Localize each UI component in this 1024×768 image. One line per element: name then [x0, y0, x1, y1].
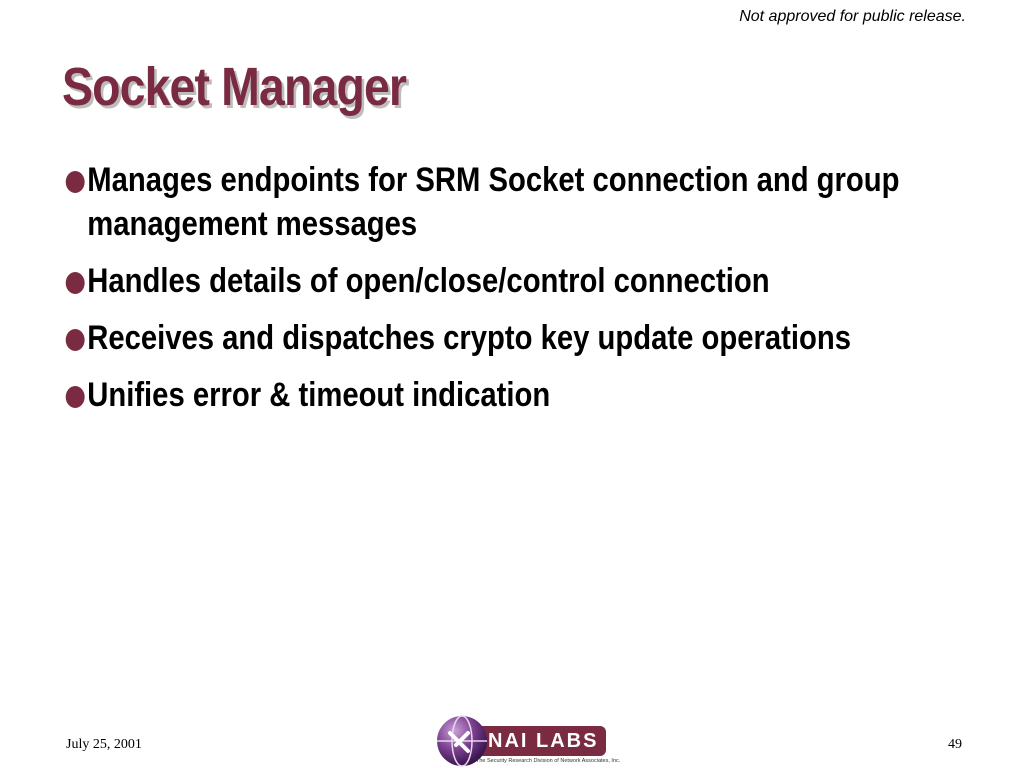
bullet-item [64, 158, 976, 246]
bullet-list [64, 158, 984, 430]
logo-wordmark: NAI LABS [488, 730, 599, 752]
bullet-icon [66, 386, 85, 408]
bullet-text: Unifies error & timeout indication [87, 376, 551, 414]
bullet-icon [66, 329, 85, 351]
bullet-icon [66, 272, 85, 294]
slide-title: Socket Manager [62, 57, 407, 117]
bullet-item [64, 259, 976, 303]
bullet-item [64, 316, 976, 360]
bullet-text: Receives and dispatches crypto key update operations [87, 319, 851, 357]
page-number: 49 [948, 737, 962, 752]
footer-date: July 25, 2001 [66, 737, 142, 752]
logo-tagline: The Security Research Division of Network Associates, Inc. [476, 758, 621, 764]
bullet-text: Manages endpoints for SRM Socket connection and group management messages [87, 161, 900, 243]
bullet-text: Handles details of open/close/control connection [87, 262, 770, 300]
bullet-icon [66, 171, 85, 193]
nai-labs-logo [436, 714, 621, 768]
release-notice: Not approved for public release. [739, 8, 966, 25]
bullet-item [64, 373, 976, 417]
